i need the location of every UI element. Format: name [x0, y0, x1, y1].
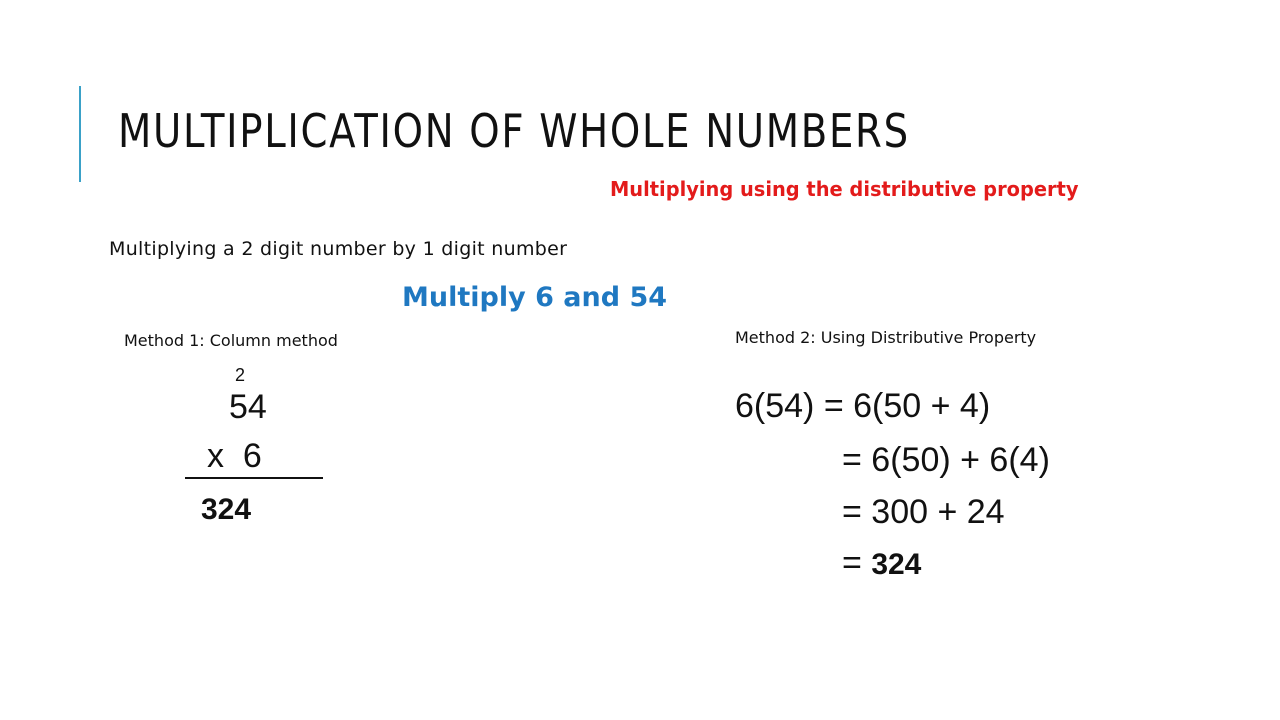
problem-heading: Multiply 6 and 54	[402, 282, 668, 313]
final-equals: =	[842, 544, 872, 582]
method1-label: Method 1: Column method	[124, 331, 338, 350]
column-underline	[185, 477, 323, 479]
title-accent-bar	[79, 86, 81, 182]
distributive-line-2: = 6(50) + 6(4)	[842, 441, 1050, 479]
column-result: 324	[201, 493, 252, 526]
final-result: 324	[871, 548, 922, 581]
method2-label: Method 2: Using Distributive Property	[735, 328, 1037, 347]
distributive-subtitle: Multiplying using the distributive property	[610, 177, 1079, 201]
carry-digit: 2	[235, 365, 246, 385]
distributive-line-4	[842, 544, 921, 583]
intro-text: Multiplying a 2 digit number by 1 digit number	[109, 238, 568, 260]
column-top-number: 54	[229, 388, 267, 426]
distributive-line-3: = 300 + 24	[842, 493, 1005, 531]
slide-title: MULTIPLICATION OF WHOLE NUMBERS	[118, 104, 910, 158]
column-multiplier: x 6	[207, 437, 262, 475]
distributive-line-1: 6(54) = 6(50 + 4)	[735, 387, 991, 425]
